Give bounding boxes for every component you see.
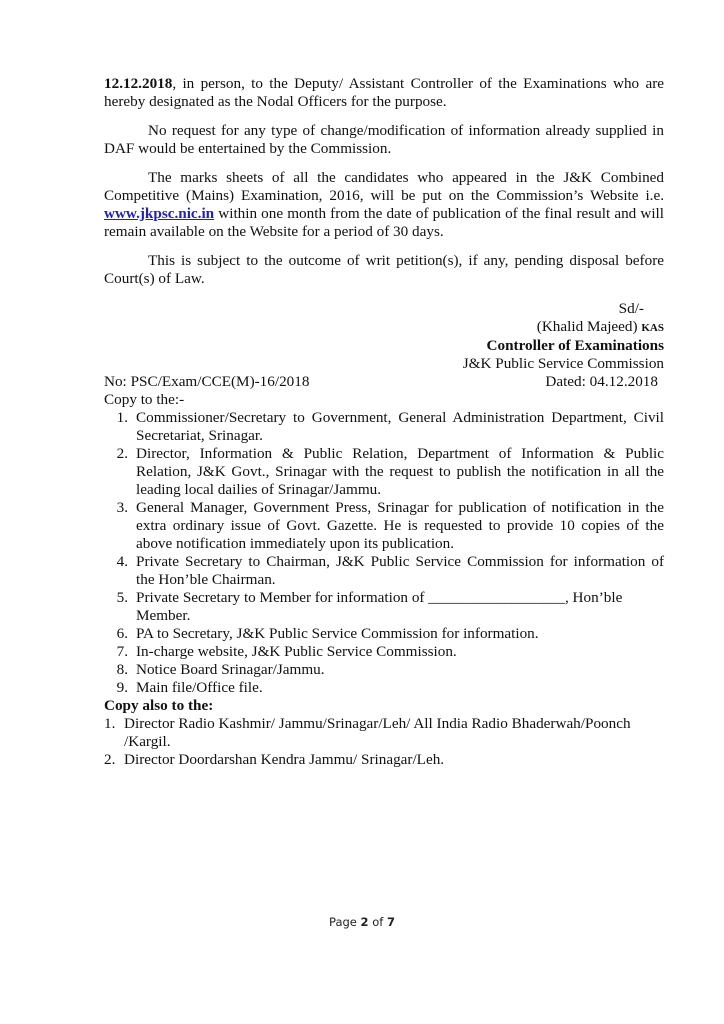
list-item <box>104 409 664 445</box>
paragraph-marks-sheets <box>104 169 664 241</box>
reference-row <box>104 355 664 373</box>
list-item <box>104 715 664 751</box>
list-item-text: Private Secretary to Chairman, J&K Public Service Commission for information of the Hon’ble Chairman. <box>136 553 664 588</box>
paragraph-no-change: No request for any type of change/modification of information already supplied in DAF would be entertained by the Commission. <box>104 122 664 157</box>
paragraph-writ-petition: This is subject to the outcome of writ petition(s), if any, pending disposal before Court(s) of Law. <box>104 252 664 287</box>
reference-date: Dated: 04.12.2018 <box>545 373 658 390</box>
signatory-name: (Khalid Majeed) <box>536 318 638 335</box>
copy-to-list <box>104 409 664 697</box>
list-item-number: 9. <box>116 679 128 696</box>
signatory-organization: J&K Public Service Commission <box>462 355 664 372</box>
list-item <box>104 625 664 643</box>
page-label: Page <box>329 915 361 929</box>
list-item <box>104 499 664 553</box>
copy-also-heading: Copy also to the: <box>104 697 214 714</box>
paragraph-submission-text: , in person, to the Deputy/ Assistant Controller of the Examinations who are hereby designated as the Nodal Officers for the purpose. <box>104 75 664 110</box>
page-total: 7 <box>386 915 395 929</box>
list-item-number: 1. <box>116 409 128 426</box>
list-item-text: General Manager, Government Press, Srinagar for publication of notification in the extra ordinary issue of Govt. Gazette. He is requested to provide 10 copies of the above notification immediately upon its publication. <box>136 499 664 552</box>
page-footer <box>0 913 724 931</box>
marks-sheets-text-before: The marks sheets of all the candidates who appeared in the J&K Combined Competitive (Mains) Examination, 2016, will be put on the Commission’s Website i.e. <box>104 169 664 204</box>
list-item <box>104 751 664 769</box>
list-item <box>104 445 664 499</box>
list-item-number: 5. <box>116 589 128 606</box>
list-item-text: Director Doordarshan Kendra Jammu/ Srinagar/Leh. <box>124 751 445 768</box>
list-item-number: 6. <box>116 625 128 642</box>
list-item-number: 1. <box>104 715 116 732</box>
marks-sheets-text-after: within one month from the date of publication of the final result and will remain available on the Website for a period of 30 days. <box>104 205 664 240</box>
list-item <box>104 589 664 625</box>
signatory-name-line <box>104 318 664 337</box>
list-item-number: 2. <box>116 445 128 462</box>
website-link[interactable]: www.jkpsc.nic.in <box>104 205 215 222</box>
list-item-text: Private Secretary to Member for information of __________________, Hon’ble Member. <box>136 589 623 624</box>
list-item-number: 2. <box>104 751 116 768</box>
list-item <box>104 643 664 661</box>
document-page <box>104 75 664 769</box>
signature-block <box>104 300 664 355</box>
list-item <box>104 679 664 697</box>
list-item-text: Notice Board Srinagar/Jammu. <box>136 661 325 678</box>
signatory-suffix: KAS <box>641 322 664 334</box>
signatory-designation: Controller of Examinations <box>486 337 664 354</box>
copy-also-list <box>104 715 664 769</box>
list-item-number: 7. <box>116 643 128 660</box>
reference-number: No: PSC/Exam/CCE(M)-16/2018 <box>104 373 310 390</box>
page-of-label: of <box>368 915 387 929</box>
list-item <box>104 553 664 589</box>
deadline-date: 12.12.2018 <box>104 75 173 92</box>
copy-to-heading: Copy to the:- <box>104 391 185 408</box>
list-item-text: Director Radio Kashmir/ Jammu/Srinagar/Leh/ All India Radio Bhaderwah/Poonch /Kargil. <box>124 715 631 750</box>
list-item-number: 4. <box>116 553 128 570</box>
list-item-number: 3. <box>116 499 128 516</box>
reference-number-row <box>104 373 664 391</box>
list-item-text: Commissioner/Secretary to Government, General Administration Department, Civil Secretariat, Srinagar. <box>136 409 664 444</box>
list-item-text: Main file/Office file. <box>136 679 263 696</box>
list-item <box>104 661 664 679</box>
list-item-text: PA to Secretary, J&K Public Service Commission for information. <box>136 625 539 642</box>
list-item-text: Director, Information & Public Relation, Department of Information & Public Relation, J&K Govt., Srinagar with the request to publish the notification in all the leading local dailies of Srinagar/Jammu. <box>136 445 664 498</box>
list-item-text: In-charge website, J&K Public Service Commission. <box>136 643 457 660</box>
signature-sd: Sd/- <box>618 300 644 317</box>
paragraph-submission <box>104 75 664 111</box>
page-current: 2 <box>360 915 369 929</box>
list-item-number: 8. <box>116 661 128 678</box>
